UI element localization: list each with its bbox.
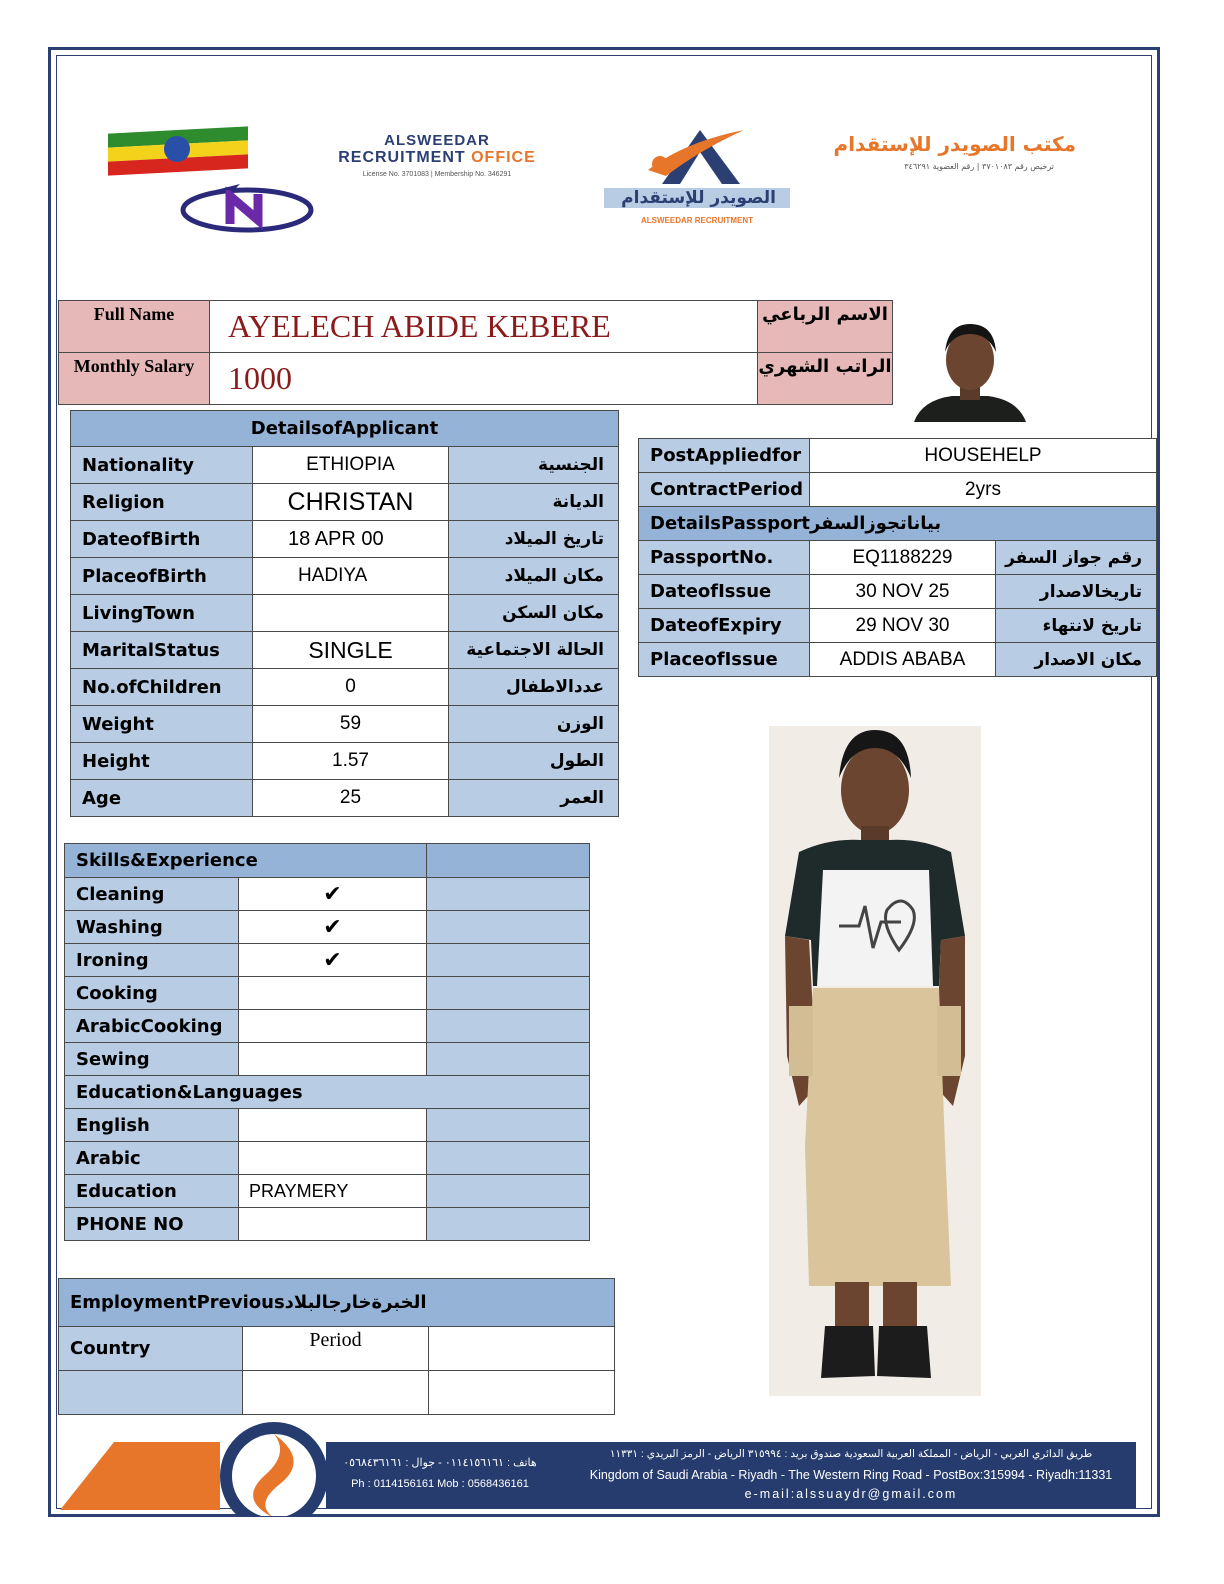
passport-no-value: EQ1188229 [810,541,996,575]
place-of-issue-value: ADDIS ABABA [810,643,996,677]
table-row [71,706,619,743]
pob-value: HADIYA [253,558,449,595]
nationality-arabic: الجنسية [449,447,619,484]
table-row [65,878,590,911]
table-row [639,575,1157,609]
table-row [65,1010,590,1043]
children-arabic: عددالاطفال [449,669,619,706]
full-body-photo-icon [769,726,981,1396]
age-arabic: العمر [449,780,619,817]
skill-cleaning-label: Cleaning [65,878,239,911]
living-town-arabic: مكان السكن [449,595,619,632]
alsweedar-a-logo [604,124,790,232]
education-extra [427,1175,590,1208]
table-row [639,473,1157,507]
date-of-issue-label: DateofIssue [639,575,810,609]
table-header-row [59,1279,615,1327]
nationality-value: ETHIOPIA [253,447,449,484]
height-value: 1.57 [253,743,449,780]
table-header-row [65,1076,590,1109]
skill-sewing-check [239,1043,427,1076]
arabic-label: Arabic [65,1142,239,1175]
table-row [71,743,619,780]
applicant-details-table [70,410,619,817]
skills-title-empty [427,844,590,878]
table-row [71,484,619,521]
living-town-value [253,595,449,632]
table-row [71,780,619,817]
table-row [639,541,1157,575]
date-of-expiry-arabic: تاريخ لانتهاء [996,609,1157,643]
table-row [71,632,619,669]
phone-value [239,1208,427,1241]
employment-extra [429,1327,615,1371]
nationality-label: Nationality [71,447,253,484]
table-row [59,301,893,353]
date-of-issue-arabic: تاريخالاصدار [996,575,1157,609]
english-label: English [65,1109,239,1142]
footer-phone-arabic: هاتف : ٠١١٤١٥٦١٦١ - جوال : ٠٥٦٨٤٣٦١٦١ [343,1457,537,1469]
skill-sewing-label: Sewing [65,1043,239,1076]
full-name-label: Full Name [59,301,210,353]
skill-cooking-check [239,977,427,1010]
skill-cleaning-extra [427,878,590,911]
passport-no-arabic: رقم جواز السفر [996,541,1157,575]
skill-washing-label: Washing [65,911,239,944]
pob-label: PlaceofBirth [71,558,253,595]
place-of-issue-label: PlaceofIssue [639,643,810,677]
applicant-rows [71,447,619,817]
marital-status-value: SINGLE [253,632,449,669]
table-row [65,1142,590,1175]
period-label: Period [243,1327,429,1371]
date-of-expiry-label: DateofExpiry [639,609,810,643]
religion-value: CHRISTAN [253,484,449,521]
salary-arabic: الراتب الشهري [758,353,893,405]
passport-details-title: DetailsPassportبياناتجوزالسفر [639,507,1157,541]
office-arabic-title [818,132,1076,156]
applicant-portrait-small [912,318,1028,422]
skill-ironing-check: ✔ [239,944,427,977]
portrait-small-icon [912,318,1028,422]
employment-period-value [243,1371,429,1415]
full-name-arabic: الاسم الرباعي [758,301,893,353]
employment-country-value [59,1371,243,1415]
ethiopia-flag-logo [108,122,314,234]
name-salary-table [58,300,893,405]
height-label: Height [71,743,253,780]
skill-ironing-extra [427,944,590,977]
office-arabic-logo [818,132,1076,171]
table-row [639,643,1157,677]
religion-label: Religion [71,484,253,521]
table-row [71,595,619,632]
table-row [59,353,893,405]
skill-arabic-cooking-extra [427,1010,590,1043]
full-name-value: AYELECH ABIDE KEBERE [210,301,758,353]
footer-phone-english: Ph : 0114156161 Mob : 0568436161 [351,1478,529,1490]
applicant-details-title: DetailsofApplicant [71,411,619,447]
age-label: Age [71,780,253,817]
employment-table [58,1278,615,1415]
post-passport-table [638,438,1157,677]
logo-license-line: License No. 3701083 | Membership No. 346291 [362,171,512,178]
skill-cooking-label: Cooking [65,977,239,1010]
date-of-issue-value: 30 NOV 25 [810,575,996,609]
place-of-issue-arabic: مكان الاصدار [996,643,1157,677]
height-arabic: الطول [449,743,619,780]
passport-no-label: PassportNo. [639,541,810,575]
contract-period-label: ContractPeriod [639,473,810,507]
education-value: PRAYMERY [239,1175,427,1208]
weight-value: 59 [253,706,449,743]
post-applied-label: PostAppliedfor [639,439,810,473]
footer-phone-block [326,1442,554,1508]
education-title: Education&Languages [65,1076,590,1109]
emblem-icon [164,136,190,162]
children-label: No.ofChildren [71,669,253,706]
english-extra [427,1109,590,1142]
footer-email: e-mail:alssuaydr@gmail.com [744,1487,958,1501]
footer-address-block [566,1442,1136,1508]
table-row [59,1327,615,1371]
skill-washing-check: ✔ [239,911,427,944]
table-header-row [71,411,619,447]
skill-ironing-label: Ironing [65,944,239,977]
children-value: 0 [253,669,449,706]
office-arabic-license: ترخيص رقم ٣٧٠١٠٨٣ | رقم العضوية ٣٤٦٢٩١ [904,162,1054,171]
skill-cleaning-check: ✔ [239,878,427,911]
weight-label: Weight [71,706,253,743]
skill-washing-extra [427,911,590,944]
dob-label: DateofBirth [71,521,253,558]
table-row [65,1043,590,1076]
alsweedar-english-logo [322,132,552,178]
a-letter-icon [604,124,790,188]
logo-line-1: ALSWEEDAR [384,132,490,149]
country-label: Country [59,1327,243,1371]
n-circle-logo-icon [180,180,314,234]
salary-label: Monthly Salary [59,353,210,405]
date-of-expiry-value: 29 NOV 30 [810,609,996,643]
table-row [65,1109,590,1142]
age-value: 25 [253,780,449,817]
logo-line-2b: OFFICE [471,149,536,166]
table-row [65,1175,590,1208]
footer-orange-logo-icon [60,1420,350,1516]
education-label: Education [65,1175,239,1208]
dob-arabic: تاريخ الميلاد [449,521,619,558]
office-arabic-title-a: مكتب [1015,132,1076,156]
table-row [59,1371,615,1415]
employment-extra-value [429,1371,615,1415]
skill-cooking-extra [427,977,590,1010]
skill-sewing-extra [427,1043,590,1076]
arabic-extra [427,1142,590,1175]
religion-arabic: الديانة [449,484,619,521]
phone-label: PHONE NO [65,1208,239,1241]
contract-period-value: 2yrs [810,473,1157,507]
arabic-value [239,1142,427,1175]
center-logo-english: ALSWEEDAR RECRUITMENT [641,216,753,225]
phone-extra [427,1208,590,1241]
logo-line-2a: RECRUITMENT [338,149,472,166]
table-row [71,447,619,484]
employment-title: EmploymentPreviousالخبرةخارجالبلاد [59,1279,615,1327]
table-header-row [639,507,1157,541]
living-town-label: LivingTown [71,595,253,632]
footer-address-arabic: طريق الدائري الغربي - الرياض - المملكة العربية السعودية صندوق بريد : ٣١٥٩٩٤ الرياض - الرمز البريدي : ١١٣٣١ [609,1448,1093,1460]
skill-arabic-cooking-label: ArabicCooking [65,1010,239,1043]
salary-value: 1000 [210,353,758,405]
table-row [639,609,1157,643]
logo-line-2 [322,149,552,167]
marital-status-arabic: الحالة الاجتماعية [449,632,619,669]
table-row [71,669,619,706]
office-arabic-title-b: الصويدر للإستقدام [833,132,1016,156]
pob-arabic: مكان الميلاد [449,558,619,595]
footer-address-english: Kingdom of Saudi Arabia - Riyadh - The Western Ring Road - PostBox:315994 - Riyadh:11331 [589,1468,1113,1482]
table-row [65,1208,590,1241]
skills-table [64,843,590,1241]
english-value [239,1109,427,1142]
table-header-row [65,844,590,878]
post-applied-value: HOUSEHELP [810,439,1157,473]
skills-title: Skills&Experience [65,844,427,878]
table-row [65,911,590,944]
table-row [71,558,619,595]
weight-arabic: الوزن [449,706,619,743]
applicant-photo-full [769,726,981,1396]
table-row [65,944,590,977]
table-row [65,977,590,1010]
center-logo-arabic: الصويدر للإستقدام [604,188,790,208]
table-row [639,439,1157,473]
dob-value: 18 APR 00 [253,521,449,558]
marital-status-label: MaritalStatus [71,632,253,669]
table-row [71,521,619,558]
skill-arabic-cooking-check [239,1010,427,1043]
